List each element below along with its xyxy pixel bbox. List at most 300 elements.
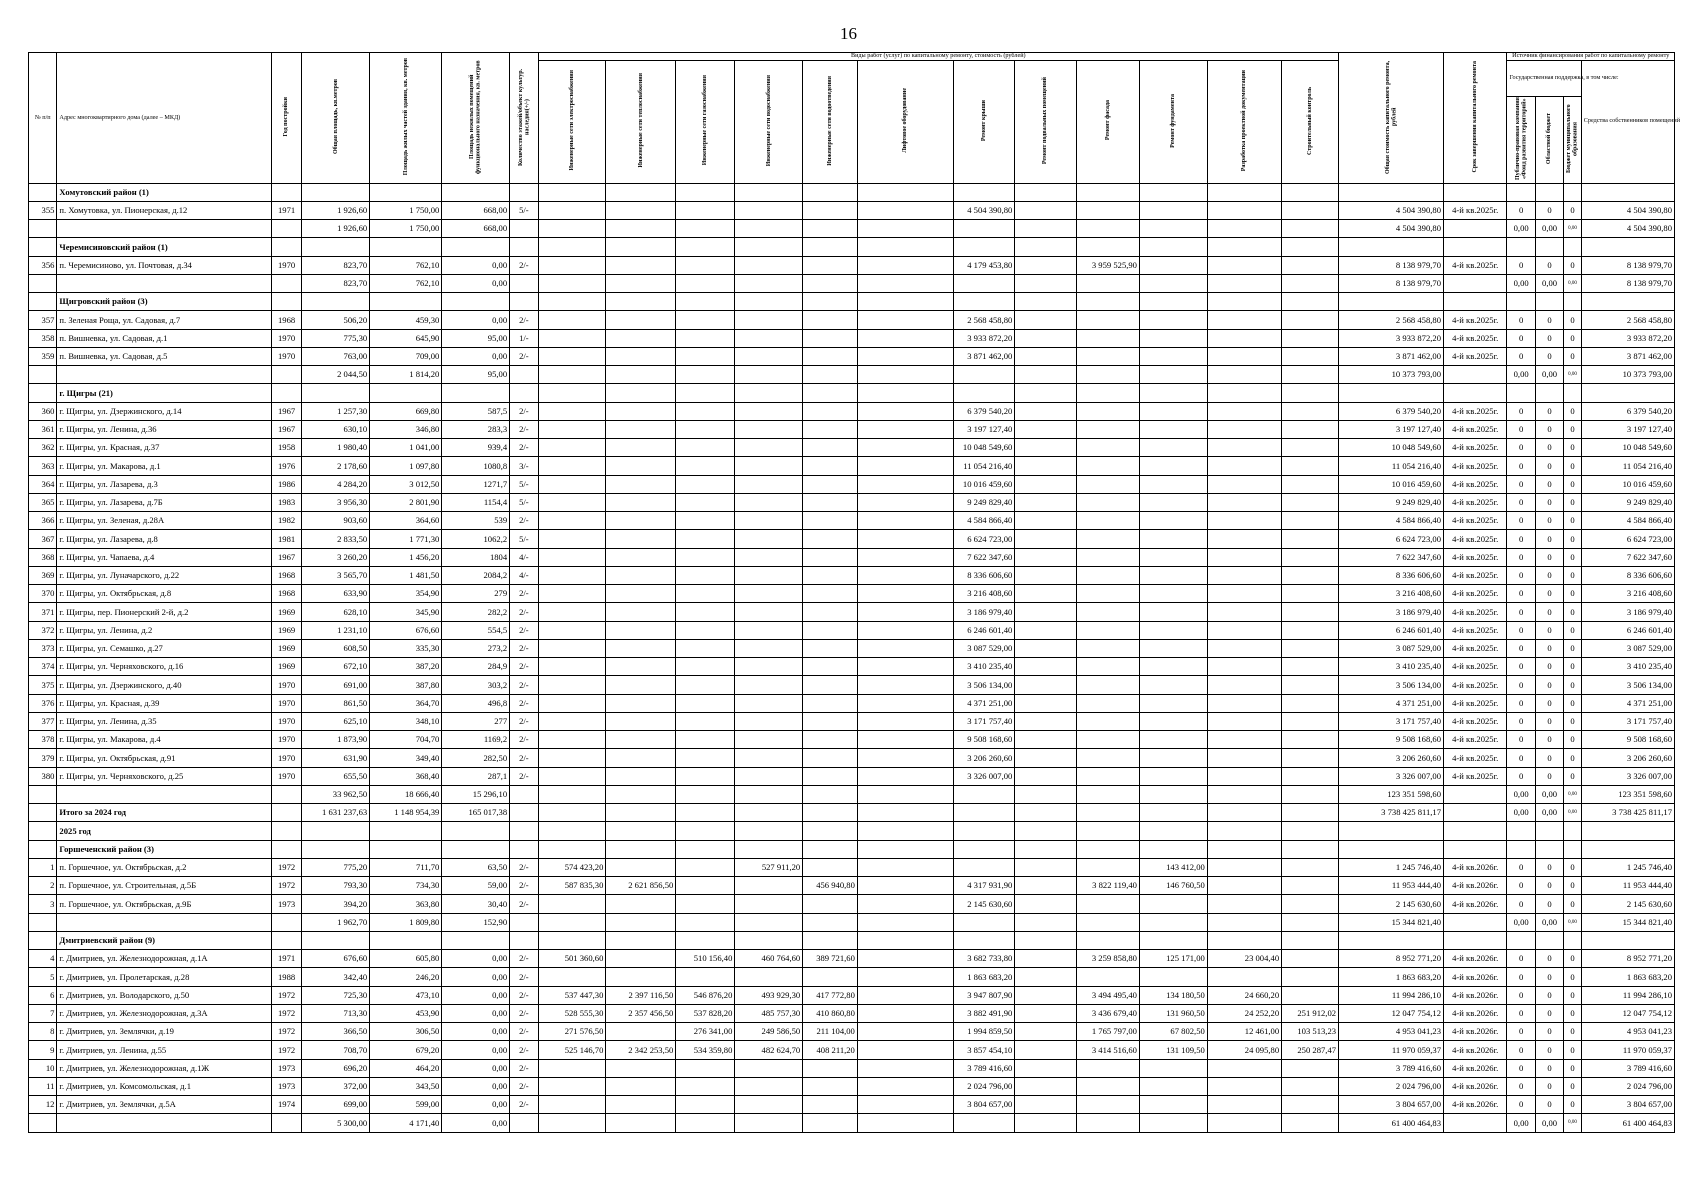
cell-work-cost	[1076, 694, 1139, 712]
table-row	[29, 895, 1675, 913]
cell-municipal: 0	[1564, 1059, 1581, 1077]
cell-floors: 5/-	[510, 201, 538, 219]
cell-nonres-area: 496,8	[442, 694, 510, 712]
cell-work-cost	[676, 1114, 735, 1132]
cell-work-cost	[954, 1114, 1015, 1132]
table-row	[29, 950, 1675, 968]
cell-regional: 0	[1535, 420, 1563, 438]
cell-work-cost	[1282, 274, 1339, 292]
section-title: Щигровский район (3)	[57, 293, 271, 311]
cell-work-cost	[1015, 603, 1076, 621]
cell-work-cost	[735, 274, 803, 292]
cell-fund: 0	[1507, 877, 1535, 895]
cell-work-cost	[1076, 220, 1139, 238]
cell-fund: 0	[1507, 457, 1535, 475]
cell-work-cost	[857, 950, 953, 968]
cell-empty	[803, 384, 858, 402]
table-row	[29, 621, 1675, 639]
cell-floors: 4/-	[510, 566, 538, 584]
cell-municipal: 0	[1564, 475, 1581, 493]
cell-owners: 7 622 347,60	[1581, 548, 1674, 566]
cell-work-cost: 11 054 216,40	[954, 457, 1015, 475]
cell-work-cost	[1139, 311, 1207, 329]
cell-empty	[735, 238, 803, 256]
cell-regional: 0	[1535, 694, 1563, 712]
cell-work-cost	[1207, 457, 1281, 475]
cell-empty	[302, 384, 370, 402]
cell-work-cost	[606, 220, 676, 238]
cell-work-cost	[803, 749, 858, 767]
header-municipal-budget: Бюджет муниципального образования	[1564, 96, 1581, 183]
cell-living-area: 669,80	[370, 402, 442, 420]
cell-work-cost	[1076, 1077, 1139, 1095]
cell-work-cost	[1207, 804, 1281, 822]
cell-total-area: 366,50	[302, 1023, 370, 1041]
cell-work-cost	[606, 548, 676, 566]
cell-work-cost	[1139, 475, 1207, 493]
cell-living-area: 306,50	[370, 1023, 442, 1041]
cell-work-cost	[1139, 895, 1207, 913]
cell-num: 356	[29, 256, 57, 274]
cell-municipal: 0,00	[1564, 804, 1581, 822]
cell-address: г. Дмитриев, ул. Железнодорожная, д.1А	[57, 950, 271, 968]
cell-work-cost: 2 145 630,60	[954, 895, 1015, 913]
cell-empty	[735, 183, 803, 201]
cell-living-area: 711,70	[370, 858, 442, 876]
cell-municipal: 0	[1564, 676, 1581, 694]
cell-deadline: 4-й кв.2025г.	[1444, 256, 1507, 274]
cell-year: 1976	[271, 457, 302, 475]
cell-year: 1972	[271, 858, 302, 876]
cell-work-cost	[735, 439, 803, 457]
cell-owners: 8 336 606,60	[1581, 566, 1674, 584]
cell-living-area: 364,70	[370, 694, 442, 712]
cell-floors	[510, 366, 538, 384]
table-row	[29, 1004, 1675, 1022]
cell-work-cost	[1015, 475, 1076, 493]
cell-work-cost	[538, 621, 606, 639]
cell-work-cost: 3 871 462,00	[954, 347, 1015, 365]
cell-regional: 0	[1535, 1077, 1563, 1095]
cell-work-cost: 3 087 529,00	[954, 639, 1015, 657]
cell-num: 370	[29, 585, 57, 603]
cell-regional: 0,00	[1535, 274, 1563, 292]
cell-work-cost	[735, 220, 803, 238]
cell-work-cost: 24 095,80	[1207, 1041, 1281, 1059]
cell-total-area: 33 962,50	[302, 785, 370, 803]
cell-regional: 0	[1535, 566, 1563, 584]
cell-floors: 2/-	[510, 585, 538, 603]
cell-regional: 0	[1535, 767, 1563, 785]
cell-work-cost	[803, 895, 858, 913]
cell-empty	[442, 384, 510, 402]
cell-work-cost	[1282, 439, 1339, 457]
cell-living-area: 676,60	[370, 621, 442, 639]
cell-work-cost	[803, 712, 858, 730]
cell-owners: 3 871 462,00	[1581, 347, 1674, 365]
cell-work-cost	[857, 749, 953, 767]
cell-nonres-area: 282,2	[442, 603, 510, 621]
cell-num: 355	[29, 201, 57, 219]
cell-empty	[1207, 822, 1281, 840]
cell-num	[29, 913, 57, 931]
cell-work-cost	[803, 457, 858, 475]
cell-work-cost	[606, 256, 676, 274]
table-row	[29, 512, 1675, 530]
table-row	[29, 986, 1675, 1004]
total-title	[57, 220, 271, 238]
cell-work-cost	[676, 548, 735, 566]
cell-num: 366	[29, 512, 57, 530]
cell-empty	[1207, 840, 1281, 858]
cell-num	[29, 804, 57, 822]
cell-work-cost	[606, 566, 676, 584]
cell-work-cost	[1139, 621, 1207, 639]
cell-work-cost	[803, 767, 858, 785]
cell-work-cost	[676, 913, 735, 931]
table-row	[29, 475, 1675, 493]
cell-work-cost: 417 772,80	[803, 986, 858, 1004]
cell-work-cost	[1015, 676, 1076, 694]
cell-municipal: 0	[1564, 493, 1581, 511]
cell-regional: 0	[1535, 639, 1563, 657]
cell-deadline: 4-й кв.2025г.	[1444, 749, 1507, 767]
cell-empty	[1507, 822, 1535, 840]
cell-work-cost	[1139, 274, 1207, 292]
cell-empty	[302, 238, 370, 256]
cell-work-cost: 3 804 657,00	[954, 1096, 1015, 1114]
section-row	[29, 840, 1675, 858]
cell-living-area: 1 148 954,39	[370, 804, 442, 822]
cell-work-cost: 389 721,60	[803, 950, 858, 968]
cell-nonres-area: 283,3	[442, 420, 510, 438]
cell-work-cost	[1207, 274, 1281, 292]
cell-work-cost: 410 860,80	[803, 1004, 858, 1022]
cell-deadline: 4-й кв.2025г.	[1444, 694, 1507, 712]
table-row	[29, 1077, 1675, 1095]
cell-total-cost: 2 024 796,00	[1339, 1077, 1444, 1095]
section-title: Черемисиновский район (1)	[57, 238, 271, 256]
cell-owners: 11 994 286,10	[1581, 986, 1674, 1004]
cell-address: г. Щигры, ул. Ленина, д.35	[57, 712, 271, 730]
cell-work-cost	[803, 493, 858, 511]
cell-work-cost: 143 412,00	[1139, 858, 1207, 876]
cell-owners: 6 624 723,00	[1581, 530, 1674, 548]
cell-total-cost: 3 933 872,20	[1339, 329, 1444, 347]
cell-work-cost	[676, 785, 735, 803]
table-row	[29, 402, 1675, 420]
cell-work-cost	[1207, 311, 1281, 329]
cell-total-area: 1 962,70	[302, 913, 370, 931]
cell-work-cost	[1076, 1114, 1139, 1132]
cell-work-cost	[1282, 676, 1339, 694]
cell-total-area: 2 178,60	[302, 457, 370, 475]
cell-work-cost	[606, 585, 676, 603]
cell-empty	[676, 840, 735, 858]
cell-work-cost	[1282, 658, 1339, 676]
cell-total-cost: 2 568 458,80	[1339, 311, 1444, 329]
cell-work-cost	[1076, 566, 1139, 584]
cell-total-cost: 15 344 821,40	[1339, 913, 1444, 931]
cell-regional: 0	[1535, 439, 1563, 457]
cell-work-cost	[857, 366, 953, 384]
cell-empty	[857, 840, 953, 858]
cell-work-cost	[1139, 1077, 1207, 1095]
cell-work-cost	[1282, 858, 1339, 876]
cell-empty	[803, 183, 858, 201]
cell-living-area: 18 666,40	[370, 785, 442, 803]
table-row	[29, 585, 1675, 603]
cell-empty	[1564, 183, 1581, 201]
cell-empty	[676, 293, 735, 311]
cell-empty	[1535, 238, 1563, 256]
cell-work-cost	[538, 731, 606, 749]
cell-floors: 2/-	[510, 767, 538, 785]
cell-municipal: 0	[1564, 530, 1581, 548]
cell-work-cost	[538, 220, 606, 238]
cell-municipal: 0	[1564, 877, 1581, 895]
cell-floors	[510, 804, 538, 822]
cell-total-cost: 3 804 657,00	[1339, 1096, 1444, 1114]
cell-empty	[1282, 293, 1339, 311]
cell-owners: 1 863 683,20	[1581, 968, 1674, 986]
cell-municipal: 0	[1564, 566, 1581, 584]
cell-fund: 0,00	[1507, 274, 1535, 292]
cell-municipal: 0,00	[1564, 366, 1581, 384]
section-row	[29, 822, 1675, 840]
cell-work-cost	[1139, 420, 1207, 438]
cell-work-cost: 3 326 007,00	[954, 767, 1015, 785]
cell-total-area: 696,20	[302, 1059, 370, 1077]
cell-year: 1971	[271, 201, 302, 219]
cell-floors	[510, 1114, 538, 1132]
cell-fund: 0,00	[1507, 1114, 1535, 1132]
cell-floors: 5/-	[510, 475, 538, 493]
cell-work-cost: 24 660,20	[1207, 986, 1281, 1004]
cell-nonres-area: 668,00	[442, 220, 510, 238]
cell-address: п. Горшечное, ул. Октябрьская, д.9Б	[57, 895, 271, 913]
header-work-elevator: Лифтовое оборудование	[857, 60, 953, 183]
cell-floors: 5/-	[510, 493, 538, 511]
total-title	[57, 913, 271, 931]
header-regional-budget: Областной бюджет	[1535, 96, 1563, 183]
cell-municipal: 0	[1564, 457, 1581, 475]
cell-deadline: 4-й кв.2025г.	[1444, 512, 1507, 530]
cell-work-cost	[1015, 895, 1076, 913]
cell-work-cost	[1015, 256, 1076, 274]
cell-work-cost	[1015, 1096, 1076, 1114]
cell-total-area: 608,50	[302, 639, 370, 657]
cell-work-cost	[735, 402, 803, 420]
cell-work-cost	[1076, 712, 1139, 730]
cell-address: г. Щигры, ул. Лазарева, д.8	[57, 530, 271, 548]
cell-work-cost	[803, 347, 858, 365]
cell-fund: 0	[1507, 712, 1535, 730]
cell-work-cost	[676, 457, 735, 475]
cell-work-cost	[857, 1059, 953, 1077]
cell-work-cost	[1282, 512, 1339, 530]
cell-work-cost	[1076, 530, 1139, 548]
cell-work-cost	[606, 493, 676, 511]
cell-num	[29, 931, 57, 949]
cell-empty	[676, 183, 735, 201]
cell-living-area: 1 041,00	[370, 439, 442, 457]
cell-work-cost	[857, 1077, 953, 1095]
cell-empty	[676, 384, 735, 402]
cell-address: п. Горшечное, ул. Октябрьская, д.2	[57, 858, 271, 876]
cell-work-cost: 4 504 390,80	[954, 201, 1015, 219]
cell-work-cost	[1282, 220, 1339, 238]
cell-fund: 0	[1507, 1059, 1535, 1077]
cell-year: 1971	[271, 950, 302, 968]
cell-nonres-area: 0,00	[442, 950, 510, 968]
cell-total-area: 2 833,50	[302, 530, 370, 548]
cell-fund: 0	[1507, 731, 1535, 749]
cell-empty	[1564, 293, 1581, 311]
cell-work-cost	[1076, 512, 1139, 530]
cell-num	[29, 822, 57, 840]
cell-work-cost	[857, 1004, 953, 1022]
cell-nonres-area: 284,9	[442, 658, 510, 676]
cell-empty	[302, 183, 370, 201]
cell-empty	[954, 931, 1015, 949]
cell-work-cost	[1282, 1059, 1339, 1077]
header-work-foundation: Ремонт фундамента	[1139, 60, 1207, 183]
cell-num	[29, 220, 57, 238]
cell-empty	[1282, 183, 1339, 201]
cell-empty	[1564, 238, 1581, 256]
cell-empty	[302, 840, 370, 858]
cell-empty	[803, 293, 858, 311]
cell-empty	[606, 931, 676, 949]
cell-address: г. Дмитриев, ул. Железнодорожная, д.1Ж	[57, 1059, 271, 1077]
cell-work-cost	[735, 785, 803, 803]
cell-empty	[1507, 183, 1535, 201]
cell-floors: 2/-	[510, 439, 538, 457]
cell-work-cost	[676, 585, 735, 603]
cell-work-cost	[1282, 694, 1339, 712]
cell-work-cost	[1015, 329, 1076, 347]
cell-nonres-area: 1080,8	[442, 457, 510, 475]
cell-work-cost	[857, 731, 953, 749]
cell-work-cost	[538, 968, 606, 986]
cell-work-cost	[803, 548, 858, 566]
cell-fund: 0	[1507, 402, 1535, 420]
cell-empty	[1015, 384, 1076, 402]
cell-nonres-area: 554,5	[442, 621, 510, 639]
cell-work-cost	[1139, 658, 1207, 676]
table-row	[29, 311, 1675, 329]
cell-fund: 0,00	[1507, 804, 1535, 822]
cell-work-cost	[803, 420, 858, 438]
cell-floors: 2/-	[510, 1004, 538, 1022]
cell-num: 7	[29, 1004, 57, 1022]
cell-floors: 2/-	[510, 512, 538, 530]
cell-nonres-area: 1804	[442, 548, 510, 566]
cell-work-cost	[857, 858, 953, 876]
cell-work-cost: 3 436 679,40	[1076, 1004, 1139, 1022]
cell-work-cost	[1076, 858, 1139, 876]
cell-municipal: 0	[1564, 201, 1581, 219]
cell-owners: 10 016 459,60	[1581, 475, 1674, 493]
cell-work-cost	[857, 676, 953, 694]
cell-num: 1	[29, 858, 57, 876]
cell-fund: 0	[1507, 420, 1535, 438]
cell-nonres-area: 165 017,38	[442, 804, 510, 822]
cell-work-cost	[538, 749, 606, 767]
cell-work-cost: 2 342 253,50	[606, 1041, 676, 1059]
cell-total-area: 3 260,20	[302, 548, 370, 566]
cell-work-cost	[954, 804, 1015, 822]
cell-work-cost: 408 211,20	[803, 1041, 858, 1059]
cell-work-cost	[606, 658, 676, 676]
table-row	[29, 566, 1675, 584]
cell-work-cost	[676, 402, 735, 420]
cell-municipal: 0	[1564, 712, 1581, 730]
cell-work-cost	[803, 366, 858, 384]
cell-work-cost: 10 016 459,60	[954, 475, 1015, 493]
cell-regional: 0	[1535, 986, 1563, 1004]
cell-municipal: 0	[1564, 439, 1581, 457]
cell-work-cost	[676, 1096, 735, 1114]
cell-empty	[1139, 238, 1207, 256]
cell-work-cost	[606, 420, 676, 438]
cell-total-cost: 3 326 007,00	[1339, 767, 1444, 785]
cell-work-cost	[1139, 329, 1207, 347]
cell-work-cost	[1207, 731, 1281, 749]
cell-work-cost	[1139, 493, 1207, 511]
cell-empty	[442, 840, 510, 858]
cell-total-area: 1 926,60	[302, 220, 370, 238]
capital-repair-register-table	[28, 52, 1681, 1133]
cell-work-cost: 501 360,60	[538, 950, 606, 968]
cell-total-cost: 10 048 549,60	[1339, 439, 1444, 457]
cell-regional: 0	[1535, 311, 1563, 329]
cell-work-cost	[676, 603, 735, 621]
cell-work-cost	[1076, 274, 1139, 292]
cell-work-cost	[1076, 621, 1139, 639]
cell-empty	[735, 384, 803, 402]
cell-fund: 0	[1507, 950, 1535, 968]
cell-fund: 0	[1507, 256, 1535, 274]
cell-num: 360	[29, 402, 57, 420]
cell-work-cost: 3 206 260,60	[954, 749, 1015, 767]
cell-work-cost	[735, 493, 803, 511]
cell-work-cost	[538, 676, 606, 694]
cell-total-area: 1 980,40	[302, 439, 370, 457]
cell-address: г. Щигры, ул. Лазарева, д.7Б	[57, 493, 271, 511]
cell-deadline: 4-й кв.2025г.	[1444, 767, 1507, 785]
cell-floors: 1/-	[510, 329, 538, 347]
cell-empty	[1564, 931, 1581, 949]
cell-regional: 0	[1535, 950, 1563, 968]
cell-work-cost	[1282, 457, 1339, 475]
cell-regional: 0	[1535, 256, 1563, 274]
cell-work-cost: 4 317 931,90	[954, 877, 1015, 895]
cell-year: 1969	[271, 621, 302, 639]
cell-total-cost: 3 506 134,00	[1339, 676, 1444, 694]
header-floors-heritage: Количество этажей/объект культур. наследия(+/-)	[510, 53, 538, 184]
cell-nonres-area: 0,00	[442, 1059, 510, 1077]
total-title	[57, 785, 271, 803]
cell-empty	[510, 840, 538, 858]
cell-work-cost	[606, 621, 676, 639]
cell-empty	[954, 822, 1015, 840]
cell-municipal: 0	[1564, 603, 1581, 621]
cell-work-cost	[1015, 1114, 1076, 1132]
header-living-area: Площадь жилых частей здания, кв. метров	[370, 53, 442, 184]
cell-municipal: 0	[1564, 968, 1581, 986]
